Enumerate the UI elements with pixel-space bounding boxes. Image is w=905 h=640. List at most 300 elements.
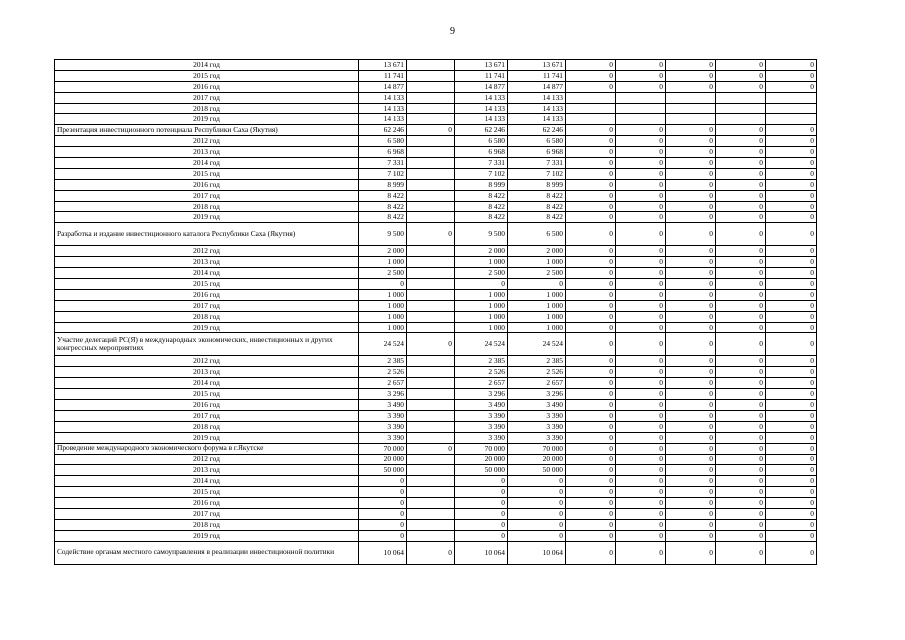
value-cell: 2 385 (359, 356, 407, 367)
value-cell: 1 000 (359, 257, 407, 268)
value-cell (716, 103, 766, 114)
value-cell: 7 331 (508, 158, 566, 169)
value-cell: 0 (616, 60, 666, 71)
table-row-year (55, 421, 817, 432)
value-cell: 0 (616, 257, 666, 268)
value-cell: 0 (666, 333, 716, 356)
value-cell: 0 (666, 443, 716, 454)
value-cell: 0 (566, 465, 616, 476)
value-cell: 3 390 (508, 421, 566, 432)
year-label: 2014 год (55, 378, 359, 389)
value-cell: 0 (716, 322, 766, 333)
value-cell: 1 000 (508, 289, 566, 300)
table-row-year (55, 92, 817, 103)
table-row-year (55, 114, 817, 125)
value-cell: 0 (566, 443, 616, 454)
value-cell: 3 390 (359, 410, 407, 421)
value-cell: 62 246 (359, 125, 407, 136)
value-cell: 6 968 (455, 147, 508, 158)
value-cell: 7 102 (508, 168, 566, 179)
value-cell: 0 (566, 311, 616, 322)
value-cell: 1 000 (359, 289, 407, 300)
activity-label: Презентация инвестиционного потенциала Республики Саха (Якутия) (55, 125, 359, 136)
value-cell: 50 000 (508, 465, 566, 476)
value-cell: 0 (766, 70, 817, 81)
value-cell: 8 999 (359, 179, 407, 190)
value-cell (407, 322, 455, 333)
value-cell: 13 671 (455, 60, 508, 71)
value-cell: 14 133 (359, 92, 407, 103)
value-cell: 0 (766, 81, 817, 92)
value-cell: 0 (766, 279, 817, 290)
value-cell: 10 064 (508, 541, 566, 564)
year-label: 2013 год (55, 367, 359, 378)
value-cell: 6 968 (508, 147, 566, 158)
value-cell: 3 390 (455, 432, 508, 443)
table-row-year (55, 476, 817, 487)
value-cell (616, 114, 666, 125)
value-cell: 0 (766, 268, 817, 279)
value-cell: 0 (716, 432, 766, 443)
value-cell: 0 (666, 421, 716, 432)
table-row-year (55, 190, 817, 201)
value-cell (407, 465, 455, 476)
value-cell: 0 (766, 432, 817, 443)
value-cell: 0 (566, 356, 616, 367)
value-cell: 8 422 (508, 190, 566, 201)
value-cell (407, 400, 455, 411)
value-cell: 0 (616, 389, 666, 400)
value-cell (407, 356, 455, 367)
value-cell: 0 (666, 279, 716, 290)
value-cell: 0 (666, 300, 716, 311)
value-cell: 0 (566, 421, 616, 432)
value-cell: 0 (716, 212, 766, 223)
value-cell: 70 000 (508, 443, 566, 454)
value-cell: 0 (716, 257, 766, 268)
value-cell: 0 (616, 378, 666, 389)
value-cell: 0 (616, 541, 666, 564)
value-cell: 0 (455, 487, 508, 498)
table-row-year (55, 158, 817, 169)
value-cell: 14 133 (455, 114, 508, 125)
year-label: 2012 год (55, 454, 359, 465)
year-label: 2018 год (55, 421, 359, 432)
value-cell: 0 (666, 410, 716, 421)
value-cell: 0 (616, 508, 666, 519)
value-cell: 3 390 (508, 410, 566, 421)
value-cell: 0 (508, 508, 566, 519)
value-cell: 13 671 (359, 60, 407, 71)
value-cell: 1 000 (359, 300, 407, 311)
year-label: 2017 год (55, 508, 359, 519)
year-label: 2018 год (55, 201, 359, 212)
value-cell: 0 (716, 367, 766, 378)
value-cell: 0 (455, 476, 508, 487)
value-cell: 13 671 (508, 60, 566, 71)
table-row-year (55, 454, 817, 465)
value-cell: 2 500 (508, 268, 566, 279)
value-cell: 0 (616, 147, 666, 158)
value-cell: 0 (716, 125, 766, 136)
value-cell (407, 168, 455, 179)
value-cell: 0 (716, 421, 766, 432)
value-cell: 0 (666, 70, 716, 81)
value-cell (407, 257, 455, 268)
value-cell: 8 422 (359, 190, 407, 201)
value-cell (407, 454, 455, 465)
value-cell: 0 (716, 465, 766, 476)
year-label: 2013 год (55, 465, 359, 476)
value-cell: 0 (407, 333, 455, 356)
value-cell: 0 (766, 158, 817, 169)
value-cell (716, 114, 766, 125)
value-cell: 6 500 (508, 223, 566, 246)
year-label: 2017 год (55, 190, 359, 201)
value-cell: 0 (616, 530, 666, 541)
value-cell: 0 (616, 356, 666, 367)
value-cell: 0 (766, 421, 817, 432)
value-cell: 0 (716, 246, 766, 257)
table-row-year (55, 356, 817, 367)
value-cell: 0 (455, 530, 508, 541)
value-cell: 0 (616, 125, 666, 136)
year-label: 2012 год (55, 356, 359, 367)
table-row-year (55, 246, 817, 257)
value-cell (407, 289, 455, 300)
year-label: 2017 год (55, 92, 359, 103)
value-cell (407, 519, 455, 530)
value-cell: 0 (716, 400, 766, 411)
value-cell: 0 (766, 356, 817, 367)
value-cell: 0 (716, 70, 766, 81)
value-cell: 24 524 (508, 333, 566, 356)
value-cell: 0 (616, 289, 666, 300)
value-cell: 0 (407, 223, 455, 246)
value-cell: 7 102 (455, 168, 508, 179)
year-label: 2018 год (55, 103, 359, 114)
value-cell: 6 580 (455, 136, 508, 147)
value-cell: 0 (566, 530, 616, 541)
value-cell: 0 (716, 530, 766, 541)
value-cell: 0 (566, 487, 616, 498)
table-row-year (55, 201, 817, 212)
table-row-year (55, 268, 817, 279)
value-cell: 2 657 (455, 378, 508, 389)
value-cell: 0 (566, 212, 616, 223)
year-label: 2017 год (55, 300, 359, 311)
year-label: 2016 год (55, 179, 359, 190)
value-cell: 0 (359, 530, 407, 541)
year-label: 2016 год (55, 498, 359, 509)
value-cell: 2 000 (455, 246, 508, 257)
value-cell: 8 422 (508, 201, 566, 212)
value-cell: 0 (508, 519, 566, 530)
value-cell: 0 (616, 410, 666, 421)
value-cell (566, 92, 616, 103)
value-cell: 0 (616, 158, 666, 169)
value-cell: 3 296 (455, 389, 508, 400)
value-cell: 0 (616, 367, 666, 378)
value-cell: 2 385 (508, 356, 566, 367)
value-cell: 0 (359, 487, 407, 498)
table-row-year (55, 279, 817, 290)
value-cell: 0 (666, 400, 716, 411)
value-cell: 8 422 (455, 212, 508, 223)
table-row-activity (55, 443, 817, 454)
year-label: 2014 год (55, 158, 359, 169)
activity-label: Участие делегаций РС(Я) в международных экономических, инвестиционных и других конгрессных мероприятиях (55, 333, 359, 356)
value-cell: 7 331 (359, 158, 407, 169)
value-cell (407, 158, 455, 169)
value-cell: 1 000 (455, 311, 508, 322)
value-cell: 0 (566, 81, 616, 92)
year-label: 2019 год (55, 114, 359, 125)
year-label: 2013 год (55, 147, 359, 158)
value-cell: 0 (508, 498, 566, 509)
value-cell: 0 (616, 322, 666, 333)
value-cell: 24 524 (359, 333, 407, 356)
value-cell: 0 (766, 443, 817, 454)
value-cell: 0 (566, 223, 616, 246)
year-label: 2013 год (55, 257, 359, 268)
value-cell: 0 (716, 454, 766, 465)
table-row-activity (55, 333, 817, 356)
activity-label: Разработка и издание инвестиционного каталога Республики Саха (Якутия) (55, 223, 359, 246)
value-cell: 0 (666, 147, 716, 158)
value-cell: 0 (455, 498, 508, 509)
value-cell: 0 (766, 201, 817, 212)
value-cell (407, 179, 455, 190)
value-cell (766, 103, 817, 114)
value-cell: 0 (616, 487, 666, 498)
value-cell: 0 (566, 136, 616, 147)
table-row-year (55, 389, 817, 400)
value-cell: 0 (616, 201, 666, 212)
value-cell: 14 133 (359, 103, 407, 114)
table-row-year (55, 519, 817, 530)
value-cell: 0 (566, 158, 616, 169)
table-row-year (55, 400, 817, 411)
value-cell (407, 487, 455, 498)
value-cell: 6 580 (508, 136, 566, 147)
value-cell: 0 (508, 476, 566, 487)
value-cell: 0 (766, 410, 817, 421)
value-cell: 0 (766, 125, 817, 136)
value-cell: 6 968 (359, 147, 407, 158)
value-cell: 0 (359, 476, 407, 487)
value-cell (766, 92, 817, 103)
table-row-year (55, 311, 817, 322)
value-cell: 1 000 (508, 300, 566, 311)
activity-label: Проведение международного экономического форума в г.Якутске (55, 443, 359, 454)
value-cell: 0 (566, 147, 616, 158)
value-cell: 14 133 (455, 103, 508, 114)
value-cell: 50 000 (455, 465, 508, 476)
table-row-activity (55, 541, 817, 564)
value-cell: 0 (407, 125, 455, 136)
value-cell: 0 (716, 410, 766, 421)
value-cell: 0 (566, 367, 616, 378)
value-cell: 0 (455, 519, 508, 530)
value-cell: 14 877 (508, 81, 566, 92)
value-cell: 3 390 (359, 432, 407, 443)
value-cell: 11 741 (508, 70, 566, 81)
value-cell: 0 (766, 223, 817, 246)
value-cell: 1 000 (359, 322, 407, 333)
value-cell: 0 (616, 421, 666, 432)
value-cell: 0 (716, 268, 766, 279)
value-cell (407, 60, 455, 71)
value-cell (407, 190, 455, 201)
table-row-year (55, 168, 817, 179)
value-cell: 0 (716, 487, 766, 498)
value-cell: 3 296 (359, 389, 407, 400)
value-cell: 0 (616, 300, 666, 311)
value-cell: 0 (766, 508, 817, 519)
value-cell: 0 (666, 541, 716, 564)
value-cell (407, 410, 455, 421)
value-cell: 2 657 (508, 378, 566, 389)
value-cell: 0 (666, 60, 716, 71)
year-label: 2012 год (55, 246, 359, 257)
year-label: 2018 год (55, 311, 359, 322)
value-cell: 0 (508, 279, 566, 290)
budget-table (54, 59, 817, 565)
year-label: 2016 год (55, 81, 359, 92)
value-cell: 9 500 (359, 223, 407, 246)
table-row-year (55, 410, 817, 421)
value-cell: 0 (616, 190, 666, 201)
value-cell: 7 331 (455, 158, 508, 169)
table-row-year (55, 432, 817, 443)
value-cell: 14 133 (359, 114, 407, 125)
value-cell: 0 (616, 400, 666, 411)
value-cell (407, 147, 455, 158)
value-cell: 0 (716, 158, 766, 169)
value-cell: 0 (616, 498, 666, 509)
table-row-year (55, 81, 817, 92)
table-row-year (55, 465, 817, 476)
table-row-activity (55, 125, 817, 136)
value-cell: 0 (766, 465, 817, 476)
value-cell: 0 (616, 333, 666, 356)
value-cell: 0 (566, 190, 616, 201)
year-label: 2018 год (55, 519, 359, 530)
year-label: 2015 год (55, 168, 359, 179)
value-cell: 0 (566, 60, 616, 71)
value-cell: 0 (666, 289, 716, 300)
year-label: 2014 год (55, 476, 359, 487)
value-cell: 0 (616, 443, 666, 454)
value-cell: 0 (616, 81, 666, 92)
value-cell: 2 526 (508, 367, 566, 378)
year-label: 2015 год (55, 70, 359, 81)
value-cell: 0 (666, 190, 716, 201)
value-cell: 0 (766, 300, 817, 311)
value-cell: 0 (716, 443, 766, 454)
value-cell (407, 212, 455, 223)
value-cell: 8 999 (455, 179, 508, 190)
value-cell: 0 (766, 257, 817, 268)
value-cell: 0 (666, 201, 716, 212)
value-cell: 8 422 (455, 201, 508, 212)
value-cell: 0 (566, 378, 616, 389)
value-cell: 62 246 (455, 125, 508, 136)
value-cell: 0 (766, 367, 817, 378)
value-cell: 11 741 (359, 70, 407, 81)
value-cell: 3 296 (508, 389, 566, 400)
value-cell: 10 064 (455, 541, 508, 564)
value-cell: 0 (766, 179, 817, 190)
value-cell: 1 000 (455, 322, 508, 333)
value-cell: 0 (666, 498, 716, 509)
value-cell: 0 (666, 465, 716, 476)
value-cell (407, 530, 455, 541)
value-cell: 0 (716, 356, 766, 367)
value-cell: 0 (407, 443, 455, 454)
value-cell: 0 (666, 136, 716, 147)
value-cell: 0 (766, 378, 817, 389)
value-cell: 0 (716, 223, 766, 246)
value-cell: 20 000 (455, 454, 508, 465)
value-cell: 62 246 (508, 125, 566, 136)
value-cell: 0 (666, 487, 716, 498)
value-cell: 0 (566, 179, 616, 190)
value-cell: 0 (716, 333, 766, 356)
value-cell: 0 (666, 432, 716, 443)
value-cell: 2 500 (455, 268, 508, 279)
value-cell: 0 (716, 201, 766, 212)
table-row-year (55, 530, 817, 541)
value-cell: 0 (716, 508, 766, 519)
value-cell: 2 657 (359, 378, 407, 389)
value-cell (407, 421, 455, 432)
value-cell: 0 (566, 498, 616, 509)
value-cell: 0 (359, 508, 407, 519)
value-cell: 0 (766, 212, 817, 223)
value-cell: 0 (616, 212, 666, 223)
value-cell: 0 (666, 168, 716, 179)
year-label: 2016 год (55, 289, 359, 300)
value-cell (407, 508, 455, 519)
table-row-year (55, 103, 817, 114)
value-cell: 0 (566, 125, 616, 136)
value-cell: 8 422 (455, 190, 508, 201)
value-cell (566, 114, 616, 125)
table-row-year (55, 179, 817, 190)
value-cell: 3 490 (359, 400, 407, 411)
value-cell: 0 (566, 432, 616, 443)
value-cell: 0 (716, 136, 766, 147)
value-cell: 1 000 (455, 300, 508, 311)
page-number: 9 (450, 26, 455, 37)
value-cell: 0 (616, 246, 666, 257)
value-cell: 3 390 (455, 410, 508, 421)
value-cell (666, 114, 716, 125)
value-cell: 10 064 (359, 541, 407, 564)
value-cell: 50 000 (359, 465, 407, 476)
value-cell: 0 (455, 279, 508, 290)
value-cell (616, 92, 666, 103)
value-cell: 0 (666, 268, 716, 279)
value-cell: 0 (666, 257, 716, 268)
value-cell: 0 (666, 530, 716, 541)
value-cell: 0 (566, 519, 616, 530)
value-cell: 3 390 (359, 421, 407, 432)
value-cell: 2 000 (508, 246, 566, 257)
value-cell: 8 422 (508, 212, 566, 223)
